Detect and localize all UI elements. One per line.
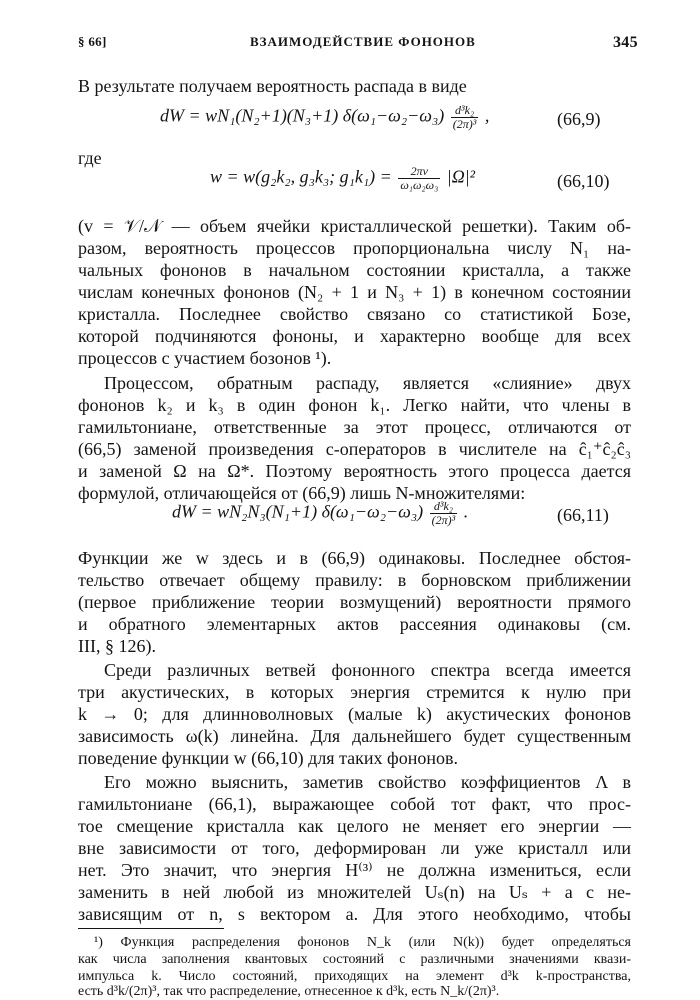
paragraph-line: гамильтониане (66,1), выражающее собой тот факт, что прос- [78,794,631,814]
paragraph-line: процессов с участием бозонов ¹). [78,348,332,368]
paragraph-line: III, § 126). [78,636,156,656]
equation-66-10-body: w = w(g₂k₂, g₃k₃; g₁k₁) = [210,166,392,187]
paragraph-line: тельство отвечает общему правилу: в борновском приближении [78,570,631,590]
page-number: 345 [613,34,638,51]
fraction-numerator: 2πv [398,165,440,179]
paragraph-line: Среди различных ветвей фононного спектра всегда имеется [104,660,631,680]
paragraph-line: и обратного элементарных актов рассеяния одинаковы (см. [78,614,631,634]
section-marker: § 66] [78,34,107,49]
paragraph-line: гамильтониане, ответственные за этот процесс, отличаются от [78,417,631,437]
fraction-denominator: (2π)³ [452,117,477,131]
fraction-denominator: ω₁ω₂ω₃ [400,178,439,192]
fraction-denominator: (2π)³ [431,513,456,527]
where-text: где [78,148,102,168]
paragraph-line: Его можно выяснить, заметив свойство коэффициентов Λ в [104,772,631,792]
intro-text: В результате получаем вероятность распада в виде [78,76,467,96]
paragraph-line: фононов k₂ и k₃ в один фонон k₁. Легко найти, что члены в [78,395,631,415]
equation-66-9-number: (66,9) [557,109,601,129]
equation-66-9-fraction [451,104,479,131]
paragraph-line: вне зависимости от того, деформирован ли уже кристалл или [78,838,631,858]
paragraph-line: кристалла. Последнее свойство связано со статистикой Бозе, [78,304,631,324]
paragraph-line: разом, вероятность процессов пропорциональна числу N₁ на- [78,238,631,258]
footnote-line: импульса k. Число состояний, приходящих на элемент d³k k-пространства, [78,969,631,984]
equation-66-11-tail: . [463,501,469,522]
fraction-numerator: d³k₂ [451,104,479,118]
equation-66-11-fraction [430,500,458,527]
equation-66-10-tail: |Ω|² [446,166,476,187]
paragraph-line: Процессом, обратным распаду, является «слияние» двух [104,373,631,393]
paragraph-line: поведение функции w (66,10) для таких фононов. [78,748,458,768]
equation-66-10 [210,165,475,192]
paragraph-line: нет. Это значит, что энергия H⁽³⁾ не должна измениться, если [78,860,631,880]
paragraph-line: заменить в ней любой из множителей Uₛ(n) на Uₛ + a с не- [78,882,631,902]
paragraph-line: зависимость ω(k) линейна. Для дальнейшего будет существенным [78,726,631,746]
paragraph-line: и заменой Ω на Ω*. Поэтому вероятность этого процесса дается [78,461,631,481]
paragraph-line: три акустических, в которых энергия стремится к нулю при [78,682,631,702]
paragraph-line: которой подчиняются фононы, и характерно вообще для всех [78,326,631,346]
equation-66-11 [172,500,468,527]
paragraph-line: Функции же w здесь и в (66,9) одинаковы. Последнее обстоя- [78,548,631,568]
paragraph-line: чальных фононов в начальном состоянии кристалла, а также [78,260,631,280]
paragraph-line: (66,5) заменой произведения c-операторов в числителе на ĉ₁⁺ĉ₂ĉ₃ [78,439,631,459]
equation-66-11-number: (66,11) [557,505,609,525]
equation-66-9-tail: , [484,105,490,126]
footnote-line: как числа заполнения квантовых состояний с различными значениями квази- [78,952,631,967]
equation-66-11-body: dW = wN₂N₃(N₁+1) δ(ω₁−ω₂−ω₃) [172,501,424,522]
paragraph-line: (v = 𝒱/𝒩 — объем ячейки кристаллической решетки). Таким об- [78,216,631,236]
equation-66-10-fraction [398,165,440,192]
footnote-line: есть d³k/(2π)³, так что распределение, отнесенное к d³k, есть N_k/(2π)³. [78,984,500,999]
paragraph-line: зависящим от n, s вектором a. Для этого необходимо, чтобы [78,904,631,924]
paragraph-line: числам конечных фононов (N₂ + 1 и N₃ + 1) в конечном состоянии [78,282,631,302]
fraction-numerator: d³k₂ [430,500,458,514]
running-title: ВЗАИМОДЕЙСТВИЕ ФОНОНОВ [250,34,476,49]
paragraph-line: тое смещение кристалла как целого не меняет его энергии — [78,816,631,836]
equation-66-10-number: (66,10) [557,171,610,191]
footnote-divider [78,928,224,929]
paragraph-line: k → 0; для длинноволновых (малые k) акустических фононов [78,704,631,724]
equation-66-9 [160,104,489,131]
equation-66-9-body: dW = wN₁(N₂+1)(N₃+1) δ(ω₁−ω₂−ω₃) [160,105,445,126]
paragraph-line: формулой, отличающейся от (66,9) лишь N-множителями: [78,483,526,503]
paragraph-line: (первое приближение теории возмущений) вероятности прямого [78,592,631,612]
footnote-line: ¹) Функция распределения фононов N_k (или N(k)) будет определяться [94,935,631,950]
